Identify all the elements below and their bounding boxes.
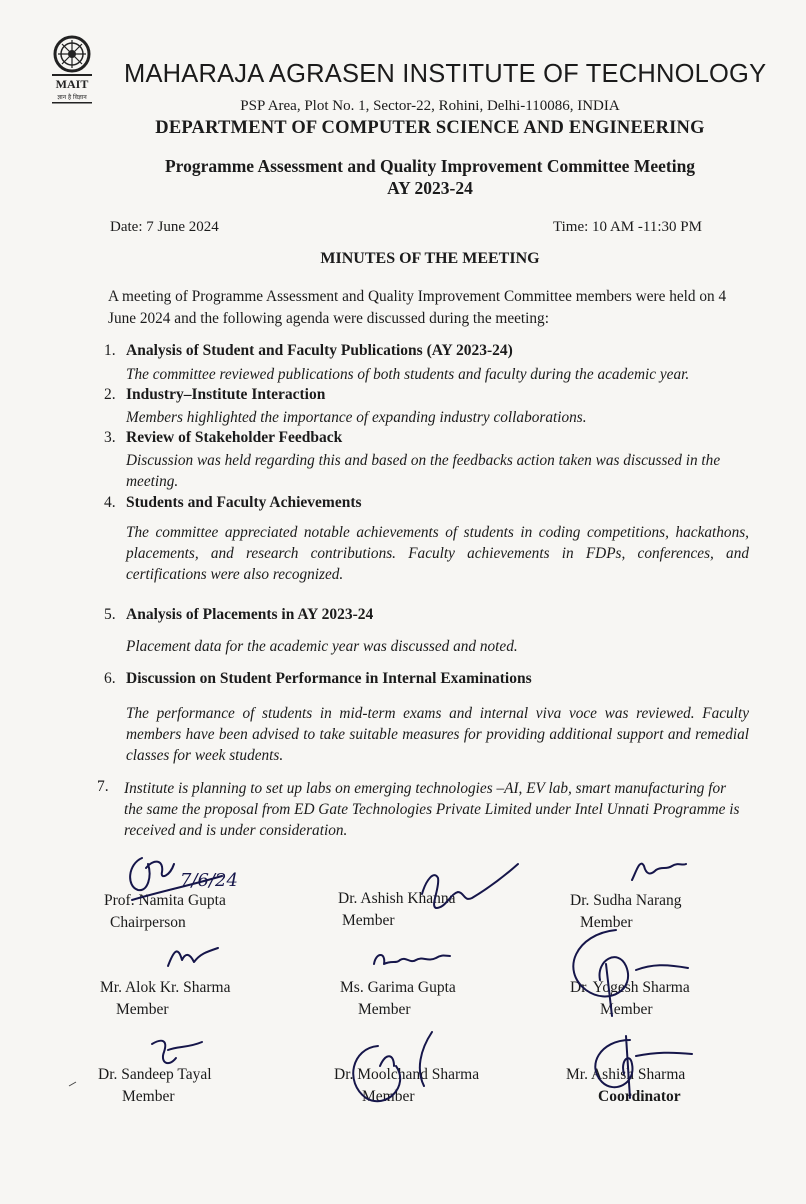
minutes-heading: MINUTES OF THE MEETING — [320, 250, 540, 267]
signatory-role: Member — [342, 912, 395, 929]
signatory-role: Member — [580, 914, 633, 931]
signatory-member — [100, 977, 230, 1021]
signatory-role: Member — [358, 1001, 411, 1018]
logo-motto: ज्ञान है विज्ञान — [57, 94, 87, 101]
signatory-name: Dr. Yogesh Sharma — [570, 979, 690, 996]
signatory-member — [570, 977, 690, 1021]
agenda-title: Analysis of Placements in AY 2023-24 — [126, 606, 374, 623]
signatory-role: Member — [116, 1001, 169, 1018]
agenda-description: Institute is planning to set up labs on emerging technologies –AI, EV lab, smart manufacturing for the same the proposal from ED Gate Technologies Private Limited under Intel Unnati Programme is received and is under consideration. — [124, 780, 740, 839]
intro-paragraph: A meeting of Programme Assessment and Quality Improvement Committee members were held on 4 June 2024 and the following agenda were discussed during the meeting: — [108, 288, 727, 327]
agenda-number: 1. — [104, 342, 116, 359]
stray-ink-mark — [68, 1080, 78, 1088]
signatory-name: Mr. Alok Kr. Sharma — [100, 979, 231, 996]
agenda-number: 4. — [104, 494, 116, 511]
signatory-name: Dr. Sandeep Tayal — [98, 1066, 212, 1083]
signature-member — [160, 940, 230, 976]
signatory-role: Coordinator — [598, 1088, 681, 1105]
signature-member — [366, 944, 456, 980]
agenda-title: Students and Faculty Achievements — [126, 494, 362, 511]
agenda-title: Industry–Institute Interaction — [126, 386, 326, 403]
signatory-role: Member — [362, 1088, 415, 1105]
agenda-title: Review of Stakeholder Feedback — [126, 429, 343, 446]
agenda-number: 2. — [104, 386, 116, 403]
agenda-description: Placement data for the academic year was discussed and noted. — [126, 638, 518, 655]
signature-date-annotation: 7/6/24 — [180, 870, 238, 891]
agenda-description: The performance of students in mid-term exams and internal viva voce was reviewed. Faculty members have been advised to take suitable measures for providing additional support and remedial classes for week students. — [126, 705, 749, 764]
agenda-title: Analysis of Student and Faculty Publications (AY 2023-24) — [126, 342, 513, 359]
institute-name: MAHARAJA AGRASEN INSTITUTE OF TECHNOLOGY — [124, 60, 767, 88]
department-name: DEPARTMENT OF COMPUTER SCIENCE AND ENGINEERING — [155, 118, 705, 138]
meeting-time: Time: 10 AM -11:30 PM — [553, 219, 702, 235]
signatory-member — [340, 977, 456, 1021]
agenda-number: 6. — [104, 670, 116, 687]
agenda-description: Members highlighted the importance of expanding industry collaborations. — [126, 409, 587, 426]
signatory-name: Mr. Ashish Sharma — [566, 1066, 686, 1083]
meeting-date: Date: 7 June 2024 — [110, 219, 219, 235]
agenda-title: Discussion on Student Performance in Internal Examinations — [126, 670, 532, 687]
agenda-number: 5. — [104, 606, 116, 623]
agenda-number: 7. — [97, 778, 109, 795]
signatory-member — [98, 1064, 212, 1108]
signatory-member — [338, 888, 456, 932]
signatory-role: Member — [600, 1001, 653, 1018]
signatory-chairperson — [104, 890, 226, 934]
academic-year: AY 2023-24 — [387, 178, 473, 198]
committee-title: Programme Assessment and Quality Improvement Committee Meeting — [164, 156, 696, 176]
signatory-role: Chairperson — [110, 914, 186, 931]
signature-member — [622, 852, 702, 892]
signatory-name: Prof. Namita Gupta — [104, 892, 226, 909]
signatory-member — [570, 890, 682, 934]
signatory-member — [334, 1064, 479, 1108]
signatory-name: Ms. Garima Gupta — [340, 979, 456, 996]
committee-heading — [0, 155, 806, 199]
signatory-role: Member — [122, 1088, 175, 1105]
signatory-coordinator — [566, 1064, 685, 1108]
signatory-name: Dr. Sudha Narang — [570, 892, 682, 909]
signatory-name: Dr. Ashish Khanna — [338, 890, 456, 907]
agenda-description: Discussion was held regarding this and based on the feedbacks action taken was discussed in the meeting. — [126, 452, 721, 490]
agenda-number: 3. — [104, 429, 116, 446]
agenda-description: The committee appreciated notable achievements of students in coding competitions, hackathons, placements, and research contributions. Faculty achievements in FDPs, conferences, and certifications were also recognized. — [126, 524, 749, 583]
logo-text: MAIT — [55, 77, 89, 91]
agenda-description: The committee reviewed publications of both students and faculty during the academic year. — [126, 366, 690, 383]
signatory-name: Dr. Moolchand Sharma — [334, 1066, 480, 1083]
institute-address: PSP Area, Plot No. 1, Sector-22, Rohini, Delhi-110086, INDIA — [240, 98, 620, 114]
